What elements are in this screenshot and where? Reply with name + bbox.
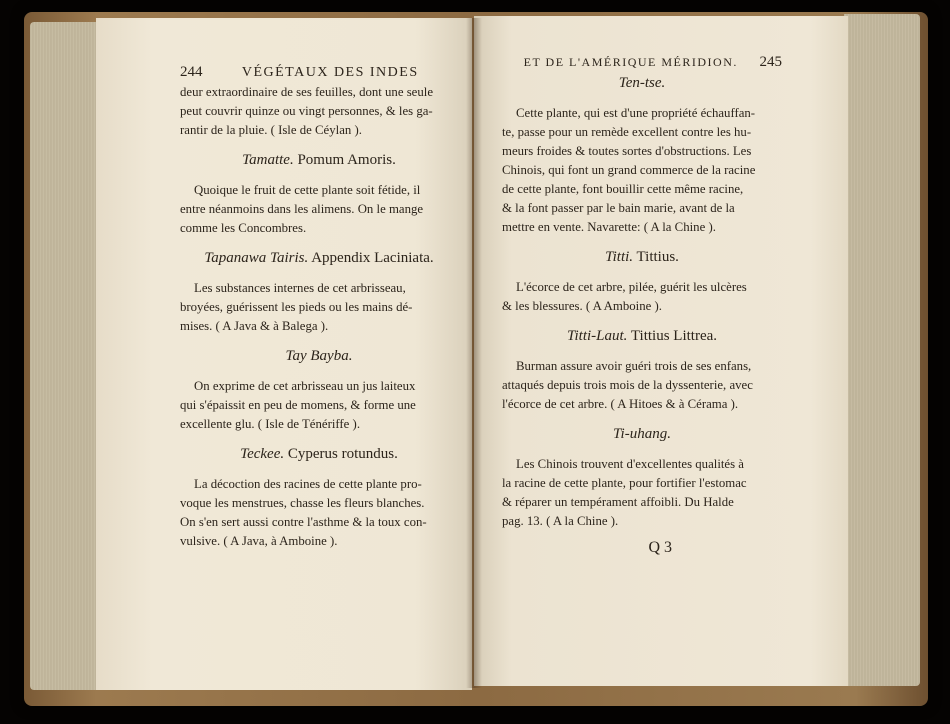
entry-heading-titti-laut: Titti-Laut. Tittius Littrea.: [566, 328, 718, 344]
entry-line: meurs froides & toutes sortes d'obstructions. Les: [502, 144, 752, 158]
entry-line: On exprime de cet arbrisseau un jus laiteux: [194, 379, 416, 393]
entry-heading-tamatte: Tamatte. Pomum Amoris.: [242, 152, 396, 168]
entry-line: excellente glu. ( Isle de Ténériffe ).: [180, 417, 361, 431]
entry-line: entre néanmoins dans les alimens. On le mange: [180, 202, 424, 216]
entry-line: mises. ( A Java & à Balega ).: [180, 319, 329, 333]
page-edges-right: [844, 14, 920, 686]
entry-heading-tapanawa: Tapanawa Tairis. Appendix Laciniata.: [204, 250, 434, 266]
left-page-number: 244: [180, 64, 203, 80]
entry-line: Quoique le fruit de cette plante soit fétide, il: [194, 183, 421, 197]
book-gutter: [466, 18, 482, 688]
entry-heading-ti-uhang: Ti-uhang.: [613, 426, 671, 442]
entry-line: Les Chinois trouvent d'excellentes qualités à: [516, 457, 744, 471]
entry-line: La décoction des racines de cette plante pro-: [194, 477, 422, 491]
entry-line: & les blessures. ( A Amboine ).: [502, 299, 662, 313]
entry-line: Burman assure avoir guéri trois de ses enfans,: [516, 359, 752, 373]
entry-line: l'écorce de cet arbre. ( A Hitoes & à Cérama ).: [502, 397, 739, 411]
entry-heading-tay-bayba: Tay Bayba.: [285, 348, 353, 364]
entry-line: la racine de cette plante, pour fortifier l'estomac: [502, 476, 747, 490]
left-intro-line-1: deur extraordinaire de ses feuilles, dont une seule: [180, 85, 434, 99]
right-page-number: 245: [759, 54, 782, 70]
left-intro-line-3: rantir de la pluie. ( Isle de Céylan ).: [180, 123, 362, 137]
entry-line: L'écorce de cet arbre, pilée, guérit les ulcères: [516, 280, 747, 294]
entry-line: de cette plante, font bouillir cette même racine,: [502, 182, 744, 196]
entry-heading-teckee: Teckee. Cyperus rotundus.: [240, 446, 398, 462]
entry-line: qui s'épaissit en peu de momens, & forme une: [180, 398, 416, 412]
entry-line: comme les Concombres.: [180, 221, 307, 235]
entry-line: te, passe pour un remède excellent contre les hu-: [502, 125, 752, 139]
left-running-title: VÉGÉTAUX DES INDES: [241, 65, 419, 80]
entry-line: Les substances internes de cet arbrisseau,: [194, 281, 406, 295]
entry-line: On s'en sert aussi contre l'asthme & la toux con-: [180, 515, 427, 529]
left-intro-line-2: peut couvrir quinze ou vingt personnes, & les ga-: [180, 104, 433, 118]
entry-heading-ten-tse: Ten-tse.: [618, 75, 666, 91]
right-page: [474, 16, 848, 686]
left-running-head: [180, 64, 458, 81]
entry-line: vulsive. ( A Java, à Amboine ).: [180, 534, 338, 548]
entry-line: voque les menstrues, chasse les fleurs blanches.: [180, 496, 425, 510]
entry-line: broyées, guérissent les pieds ou les mains dé-: [180, 300, 413, 314]
entry-line: attaqués depuis trois mois de la dyssenterie, avec: [502, 378, 753, 392]
entry-line: & la font passer par le bain marie, avant de la: [502, 201, 735, 215]
entry-line: Chinois, qui font un grand commerce de la racine: [502, 163, 756, 177]
signature-mark: Q 3: [648, 539, 672, 556]
right-running-title: ET DE L'AMÉRIQUE MÉRIDION.: [523, 55, 738, 69]
entry-line: pag. 13. ( A la Chine ).: [502, 514, 619, 528]
right-running-head: [502, 54, 782, 71]
entry-heading-titti: Titti. Tittius.: [605, 249, 679, 265]
entry-line: & réparer un tempérament affoibli. Du Halde: [502, 495, 734, 509]
entry-line: Cette plante, qui est d'une propriété échauffan-: [516, 106, 756, 120]
entry-line: mettre en vente. Navarette: ( A la Chine ).: [502, 220, 716, 234]
left-page: [96, 18, 472, 690]
